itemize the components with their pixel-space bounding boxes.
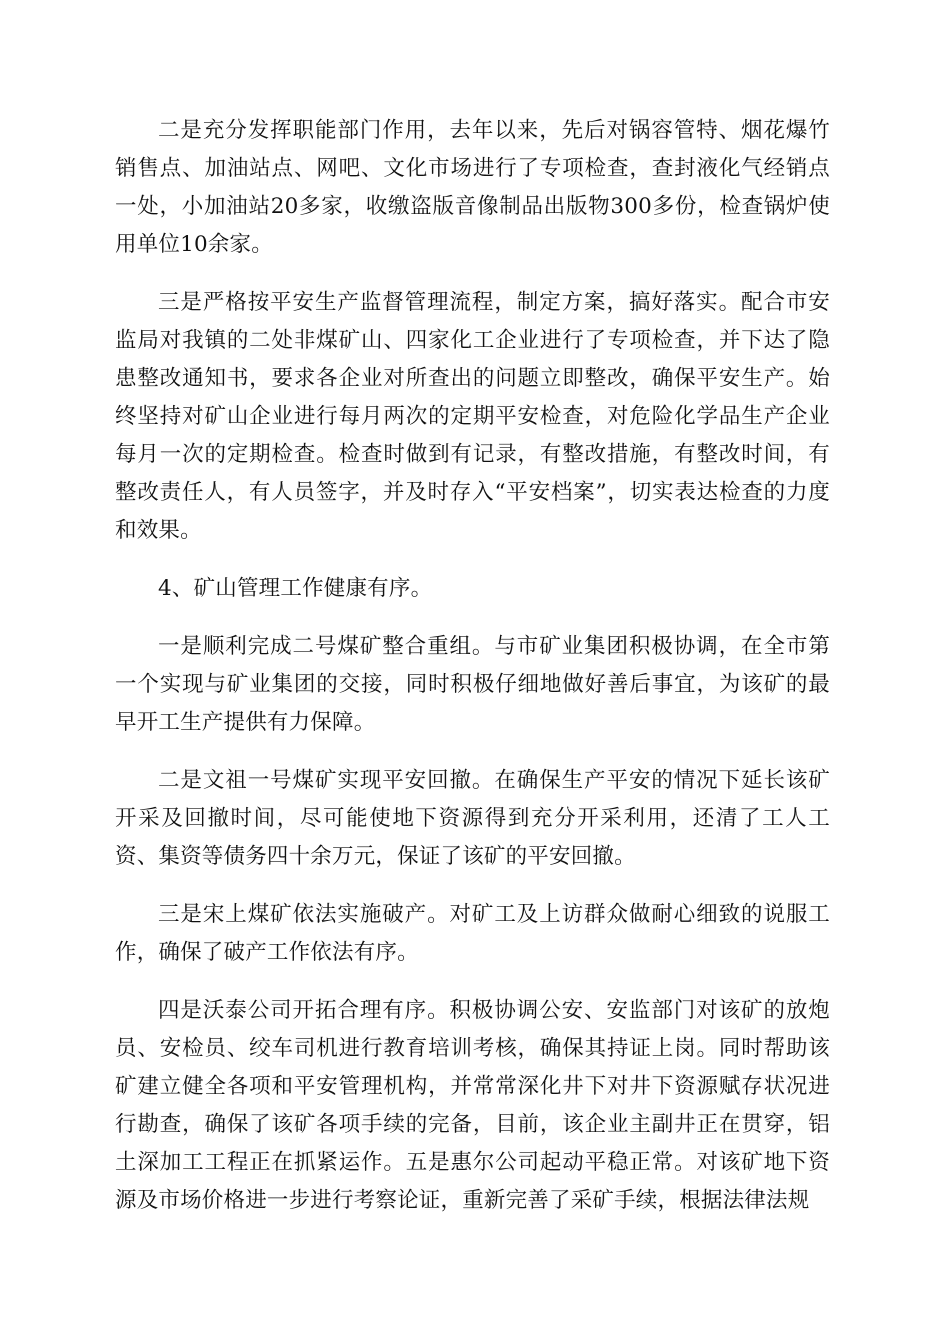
paragraph-company-development: 四是沃泰公司开拓合理有序。积极协调公安、安监部门对该矿的放炮员、安检员、绞车司机进行教育培训考核，确保其持证上岗。同时帮助该矿建立健全各项和平安管理机构，并常常深化井下对井下资源赋存状况进行勘查，确保了该矿各项手续的完备，目前，该企业主副井正在贯穿，铝土深加工工程正在抓紧运作。五是惠尔公司起动平稳正常。对该矿地下资源及市场价格进一步进行考察论证，重新完善了采矿手续，根据法律法规	[115, 998, 830, 1213]
paragraph-mine-restructure: 一是顺利完成二号煤矿整合重组。与市矿业集团积极协调，在全市第一个实现与矿业集团的交接，同时积极仔细地做好善后事宜，为该矿的最早开工生产提供有力保障。	[115, 634, 830, 735]
document-body	[115, 112, 830, 1240]
section-heading-mine-management: 4、矿山管理工作健康有序。	[158, 576, 433, 601]
paragraph-mine-withdrawal: 二是文祖一号煤矿实现平安回撤。在确保生产平安的情况下延长该矿开采及回撤时间，尽可能使地下资源得到充分开采利用，还清了工人工资、集资等债务四十余万元，保证了该矿的平安回撤。	[115, 768, 830, 869]
paragraph-mine-bankruptcy: 三是宋上煤矿依法实施破产。对矿工及上访群众做耐心细致的说服工作，确保了破产工作依法有序。	[115, 902, 830, 965]
paragraph-safety-process: 三是严格按平安生产监督管理流程，制定方案，搞好落实。配合市安监局对我镇的二处非煤矿山、四家化工企业进行了专项检查，并下达了隐患整改通知书，要求各企业对所查出的问题立即整改，确保平安生产。始终坚持对矿山企业进行每月两次的定期平安检查，对危险化学品生产企业每月一次的定期检查。检查时做到有记录，有整改措施，有整改时间，有整改责任人，有人员签字，并及时存入“平安档案”，切实表达检查的力度和效果。	[115, 290, 830, 543]
paragraph-inspections: 二是充分发挥职能部门作用，去年以来，先后对锅容管特、烟花爆竹销售点、加油站点、网吧、文化市场进行了专项检查，查封液化气经销点一处，小加油站20多家，收缴盗版音像制品出版物300多份，检查锅炉使用单位10余家。	[115, 118, 830, 257]
